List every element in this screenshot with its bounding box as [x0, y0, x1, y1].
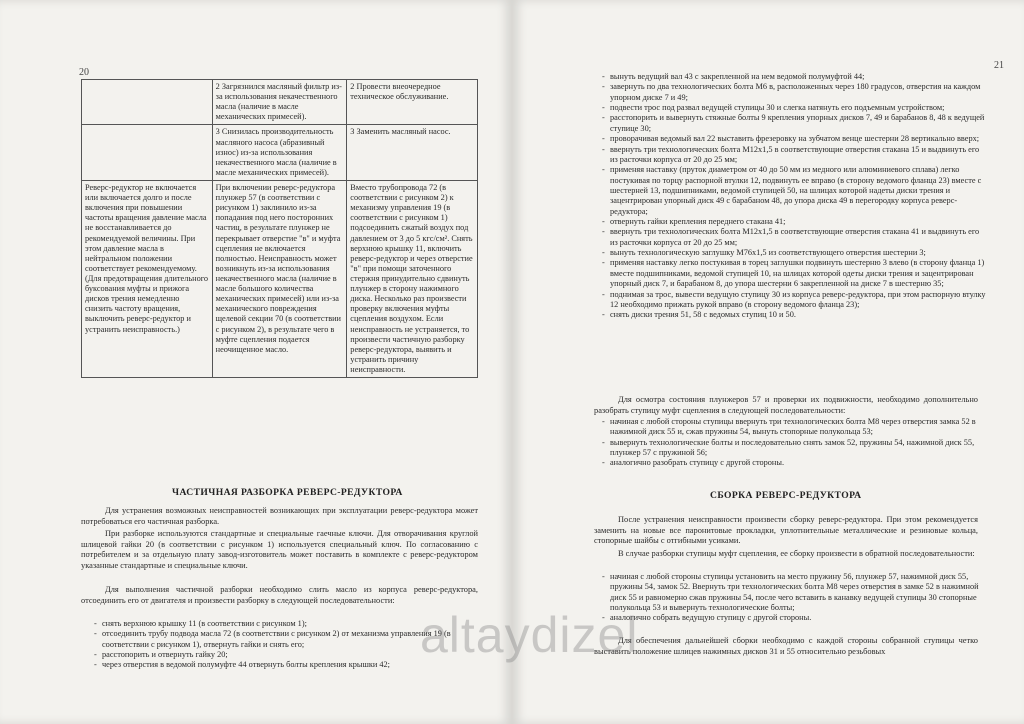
paragraph: При разборке используются стандартные и специальные гаечные ключи. Для отворачивания круглой шлицевой гайки 20 (в соответствии с рисунком 1) используется специальный ключ. По согласованию с потребителем и за отдельную плату завод-изготовитель может поставить в комплекте с реверс-редуктором указанные стандартные и специальные ключи. [81, 529, 478, 570]
paragraph: В случае разборки ступицы муфт сцепления, ее сборку произвести в обратной последовательности: [618, 549, 975, 558]
list-item: - применяя наставку (пруток диаметром от 40 до 50 мм из медного или алюминиевого сплава) легко постукивая по торцу распорной втулки 12, подвинуть ее вправо (в сторону ведомого фланца 23) вместе с шестерней 13, подшипниками, ведомой ступицей 50, на шлицах которой надеты диски трения и зацентрирован упорный диск 49 с барабаном 48, до упора диска 49 в перегородку корпуса реверс-редуктора; [610, 165, 988, 217]
list-item: - подвести трос под развал ведущей ступицы 30 и слегка натянуть его подъемным устройством; [610, 103, 988, 113]
section-title: ЧАСТИЧНАЯ РАЗБОРКА РЕВЕРС-РЕДУКТОРА [172, 487, 403, 498]
table-row [82, 80, 478, 125]
list-item: - аналогично собрать ведущую ступицу с другой стороны. [610, 613, 988, 623]
list-item: - поднимая за трос, вывести ведущую ступицу 30 из корпуса реверс-редуктора, при этом распорную втулку 12 необходимо прижать рукой вправо (в сторону ведомого фланца 23); [610, 290, 988, 311]
table-cell: Вместо трубопровода 72 (в соответствии с рисунком 2) к механизму управления 19 (в соответствии с рисунком 1) подсоединить сжатый воздух под давлением от 3 до 5 кгс/см². Снять верхнюю крышку 11, включить реверс-редуктор и через отверстие "в" при помощи заточенного стержня принудительно сдвинуть плунжер в сторону нажимного диска. Несколько раз произвести проверку включения муфты сцепления воздухом. Если неисправность не устраняется, то произвести частичную разборку реверс-редуктора, выявить и устранить причину неисправности. [347, 180, 478, 377]
list-item: - ввернуть три технологических болта М12х1,5 в соответствующие отверстия стакана 15 и выдвинуть его из расточки корпуса от 20 до 25 мм; [610, 145, 988, 166]
table-cell [82, 125, 213, 181]
list-item: - завернуть по два технологических болта М6 в, расположенных через 180 градусов, отверстия на каждом упорном диске 7 и 49; [610, 82, 988, 103]
list-item: - ввернуть три технологических болта М12х1,5 в соответствующие отверстия стакана 41 и выдвинуть его из расточки корпуса от 20 до 25 мм; [610, 227, 988, 248]
list-item: - вынуть технологическую заглушку М76х1,5 из соответствующего отверстия шестерни 3; [610, 248, 988, 258]
table-cell: 2 Провести внеочередное техническое обслуживание. [347, 80, 478, 125]
paragraph: Для осмотра состояния плунжеров 57 и проверки их подвижности, необходимо дополнительно разобрать ступицу муфт сцепления в следующей последовательности: [594, 395, 978, 415]
table-row [82, 180, 478, 377]
list-item: - отсоединить трубу подвода масла 72 (в соответствии с рисунком 2) от механизма управления 19 (в соответствии с рисунком 1), отвернуть гайки и снять его; [102, 629, 488, 650]
fault-table [81, 79, 478, 378]
list-item: - расстопорить и отвернуть гайку 20; [102, 650, 488, 660]
watermark: altaydizel [420, 607, 639, 663]
table-cell [82, 80, 213, 125]
inspection-steps-list [600, 417, 988, 469]
list-item: - отвернуть гайки крепления переднего стакана 41; [610, 217, 988, 227]
disassembly-steps-list [600, 72, 988, 321]
paragraph: После устранения неисправности произвести сборку реверс-редуктора. При этом рекомендуется заменить на новые все паронитовые прокладки, уплотнительные металлические и резиновые кольца, стопорные шайбы с отгибными усиками. [594, 515, 978, 545]
list-item: - начиная с любой стороны ступицы установить на место пружину 56, плунжер 57, нажимной диск 55, пружины 54, замок 52. Ввернуть три технологических болта М8 через отверстия в замке 52 в нажимной диск 55 и равномерно сжав пружины 54, после чего вставить в канавку ведущей ступицы 30 стопорные полукольца 53 и вывернуть технологические болты; [610, 572, 988, 613]
table-cell: 3 Заменить масляный насос. [347, 125, 478, 181]
page-number: 20 [79, 67, 89, 78]
list-item: - расстопорить и вывернуть стяжные болты 9 крепления упорных дисков 7, 49 и барабанов 8, 48 к ведущей ступице 30; [610, 113, 988, 134]
list-item: - применяя наставку легко постукивая в торец заглушки подвинуть шестерню 3 влево (в сторону фланца 1) вместе подшипниками, ведомой ступицей 10, на шлицах которой одеты диски трения и зацентрирован упорный диск 7, и барабаном 8, до упора шестерни 6 закрепленной на диске 7 в шестерню 35; [610, 258, 988, 289]
paragraph: Для устранения возможных неисправностей возникающих при эксплуатации реверс-редуктора может потребоваться его частичная разборка. [81, 506, 478, 526]
list-item: - снять верхнюю крышку 11 (в соответствии с рисунком 1); [102, 619, 488, 629]
paragraph: Для обеспечения дальнейшей сборки необходимо с каждой стороны собранной ступицы четко выставить положение шлицев нажимных дисков 31 и 55 относительно резьбовых [594, 636, 978, 656]
list-item: - начиная с любой стороны ступицы ввернуть три технологических болта М8 через отверстия замка 52 в нажимной диск 55 и, сжав пружины 54, вынуть стопорные полукольца 53; [610, 417, 988, 438]
list-item: - через отверстия в ведомой полумуфте 44 отвернуть болты крепления крышки 42; [102, 660, 488, 670]
table-row [82, 125, 478, 181]
list-item: - проворачивая ведомый вал 22 выставить фрезеровку на зубчатом венце шестерни 28 вертикально вверх; [610, 134, 988, 144]
list-item: - аналогично разобрать ступицу с другой стороны. [610, 458, 988, 468]
assembly-steps-list [600, 572, 988, 624]
paragraph: Для выполнения частичной разборки необходимо слить масло из корпуса реверс-редуктора, отсоединить его от двигателя и произвести разборку в следующей последовательности: [81, 585, 478, 605]
list-item: - вынуть ведущий вал 43 с закрепленной на нем ведомой полумуфтой 44; [610, 72, 988, 82]
list-item: - вывернуть технологические болты и последовательно снять замок 52, пружины 54, нажимной диск 55, плунжер 57 с пружиной 56; [610, 438, 988, 459]
table-cell: 3 Снизилась производительность масляного насоса (абразивный износ) из-за использования некачественного масла (наличие в масле механических примесей). [212, 125, 347, 181]
table-cell: При включении реверс-редуктора плунжер 57 (в соответствии с рисунком 1) заклинило из-за попадания под него посторонних частиц, в результате плунжер не перекрывает отверстие "в" и муфта сцепления не включается полностью. Неисправность может возникнуть из-за использования некачественного масла (наличие в масле большого количества механических примесей) или из-за механического повреждения щелевой секции 70 (в соответствии с рисунком 2), в результате чего в муфте сцепления подается неочищенное масло. [212, 180, 347, 377]
page-number: 21 [994, 60, 1004, 71]
table-cell: Реверс-редуктор не включается или включается долго и после включения при повышении частоты вращения давление масла не восстанавливается до рекомендуемой величины. При этом давление масла в нейтральном положении соответствует рекомендуемому. (Для предотвращения длительного буксования муфты и прижога дисков трения немедленно снизить частоту вращения, выключить реверс-редуктор и устранить неисправность.) [82, 180, 213, 377]
list-item: - снять диски трения 51, 58 с ведомых ступиц 10 и 50. [610, 310, 988, 320]
table-cell: 2 Загрязнился масляный фильтр из-за использования некачественного масла (наличие в масле механических примесей). [212, 80, 347, 125]
section-title: СБОРКА РЕВЕРС-РЕДУКТОРА [710, 490, 862, 501]
